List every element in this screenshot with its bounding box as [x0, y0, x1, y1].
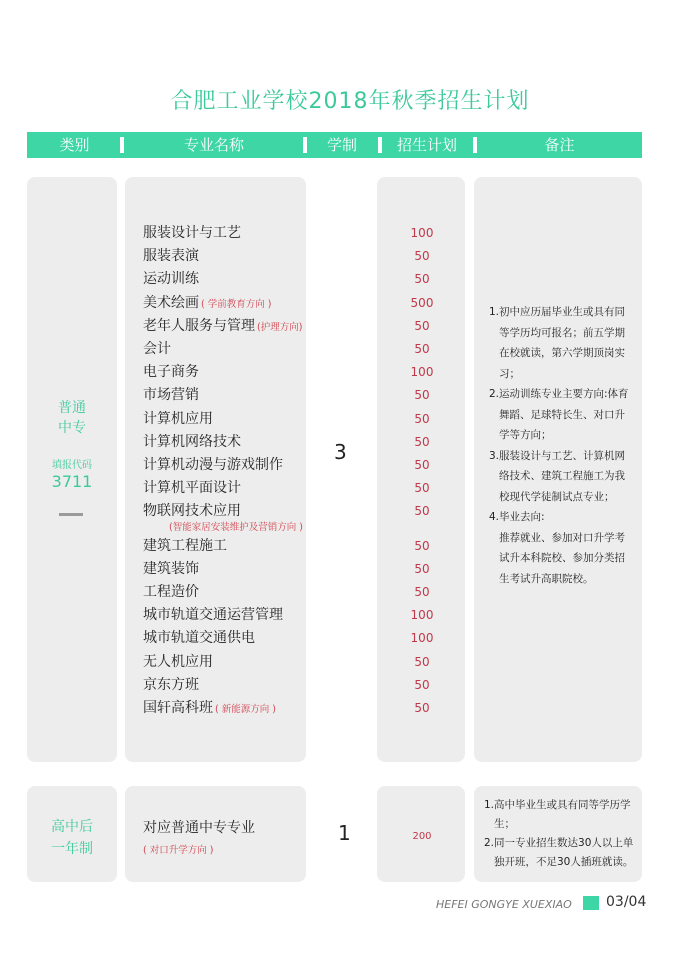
table-header-bar [27, 132, 642, 158]
major-name: 运动训练 [143, 271, 199, 288]
major-name: 京东方班 [143, 676, 199, 693]
remarks-oneyear [484, 796, 633, 872]
category-label-regular: 普通 中专 [58, 400, 86, 436]
plan-value: 100 [410, 608, 434, 623]
major-note: ( 学前教育方向 ) [201, 298, 272, 310]
plan-value: 50 [414, 249, 430, 264]
header-category: 类别 [59, 136, 90, 154]
major-row [143, 292, 271, 312]
remark-line: 独开班，不足30人插班就读。 [494, 856, 634, 868]
major-row [143, 431, 241, 451]
remark-line: 生考试升高职院校。 [499, 572, 594, 585]
major-name: 计算机动漫与游戏制作 [143, 457, 283, 473]
code-label: 填报代码 [52, 460, 92, 471]
remark-line: 在校就读，第六学期顶岗实 [499, 347, 625, 359]
major-row [143, 604, 283, 624]
footer-square-icon [583, 896, 599, 910]
page-number: 03/04 [606, 894, 647, 910]
header-plan: 招生计划 [396, 136, 457, 154]
major-row [143, 697, 276, 717]
major-note: (智能家居安装维护及营销方向 ) [169, 522, 303, 534]
major-row [143, 454, 283, 474]
plan-value: 50 [414, 458, 430, 472]
major-name: 城市轨道交通运营管理 [143, 607, 283, 624]
major-name: 无人机应用 [143, 653, 213, 670]
remark-line: 舞蹈、足球特长生、对口升 [499, 408, 625, 421]
major-row [143, 361, 199, 381]
major-name: 建筑工程施工 [143, 537, 227, 554]
major-note: ( 新能源方向 ) [215, 704, 276, 715]
major-row [143, 500, 303, 533]
major-row [143, 558, 199, 578]
remark-line: 4.毕业去向: [489, 511, 545, 523]
remark-line: 学等方向； [499, 429, 552, 441]
plan-value: 50 [414, 411, 430, 426]
major-name: 计算机网络技术 [143, 433, 241, 450]
plan-value: 50 [414, 272, 430, 287]
remark-line: 试升本科院校、参加分类招 [499, 552, 625, 564]
major-row [143, 408, 213, 428]
major-row [143, 338, 171, 358]
plan-value: 100 [410, 631, 434, 646]
plan-value: 500 [410, 295, 434, 310]
major-row [143, 651, 213, 671]
plan-value: 50 [414, 342, 430, 356]
major-name: 美术绘画 [143, 294, 199, 311]
remark-line: 等学历均可报名；前五学期 [499, 326, 625, 339]
major-name: 计算机应用 [143, 410, 213, 427]
major-row [143, 535, 227, 555]
major-oneyear: 对应普通中专专业 [143, 820, 255, 836]
major-name: 会计 [143, 341, 171, 357]
major-name: 市场营销 [143, 387, 199, 404]
dash-divider [59, 513, 83, 516]
major-name: 城市轨道交通供电 [143, 630, 255, 647]
major-name: 老年人服务与管理 [143, 317, 255, 334]
major-name: 工程造价 [143, 584, 199, 600]
remark-line: 校现代学徒制试点专业； [499, 490, 615, 503]
plan-value: 50 [414, 504, 430, 519]
page-title: 合肥工业学校2018年秋季招生计划 [170, 89, 530, 114]
remark-line: 1.初中应历届毕业生或具有同 [489, 306, 626, 318]
plan-value: 100 [410, 365, 434, 380]
major-row [143, 674, 199, 694]
plan-value: 100 [410, 226, 434, 240]
remark-line: 络技术、建筑工程施工为我 [499, 470, 625, 482]
major-name: 国轩高科班 [143, 700, 213, 716]
major-row [143, 315, 302, 335]
major-row [143, 245, 199, 265]
footer-school-name: HEFEI GONGYE XUEXIAO [436, 898, 572, 911]
duration-oneyear: 1 [338, 821, 351, 845]
major-name: 服装表演 [143, 248, 199, 265]
major-note-oneyear: ( 对口升学方向 ) [143, 845, 214, 856]
plan-value: 50 [414, 561, 430, 576]
plan-value: 50 [414, 388, 430, 403]
remarks-regular [489, 302, 629, 589]
remark-line: 2.运动训练专业主要方向:体育 [489, 388, 629, 400]
plan-value: 50 [414, 481, 430, 496]
plan-value: 50 [414, 701, 430, 715]
code-value: 3711 [51, 472, 93, 491]
header-remarks: 备注 [544, 136, 575, 154]
major-row [143, 581, 199, 601]
plan-value: 50 [414, 538, 430, 553]
plan-value: 50 [414, 654, 430, 669]
major-row [143, 627, 255, 647]
major-name: 服装设计与工艺 [143, 225, 241, 241]
plan-value: 50 [414, 677, 430, 692]
remark-line: 1.高中毕业生或具有同等学历学 [484, 799, 631, 811]
remark-line: 推荐就业、参加对口升学考 [499, 531, 625, 544]
plan-value: 50 [414, 434, 430, 449]
header-duration: 学制 [326, 136, 357, 154]
major-name: 电子商务 [143, 364, 199, 381]
major-row [143, 222, 241, 242]
major-name: 建筑装饰 [143, 560, 199, 577]
plan-value: 50 [414, 318, 430, 333]
remark-line: 2.同一专业招生数达30人以上单 [484, 837, 634, 849]
remark-line: 习； [499, 367, 520, 380]
plan-oneyear: 200 [412, 831, 432, 842]
major-name: 物联网技术应用 [143, 503, 241, 520]
remark-line: 3.服装设计与工艺、计算机网 [489, 449, 626, 462]
major-row [143, 384, 199, 404]
major-name: 计算机平面设计 [143, 480, 241, 497]
duration-regular: 3 [334, 440, 347, 464]
major-note: (护理方向) [257, 321, 303, 333]
plan-value: 50 [414, 585, 430, 599]
major-row [143, 268, 199, 288]
major-row [143, 477, 241, 497]
category-label-oneyear: 高中后 一年制 [51, 819, 93, 857]
remark-line: 生； [494, 818, 515, 830]
header-major: 专业名称 [183, 136, 244, 154]
